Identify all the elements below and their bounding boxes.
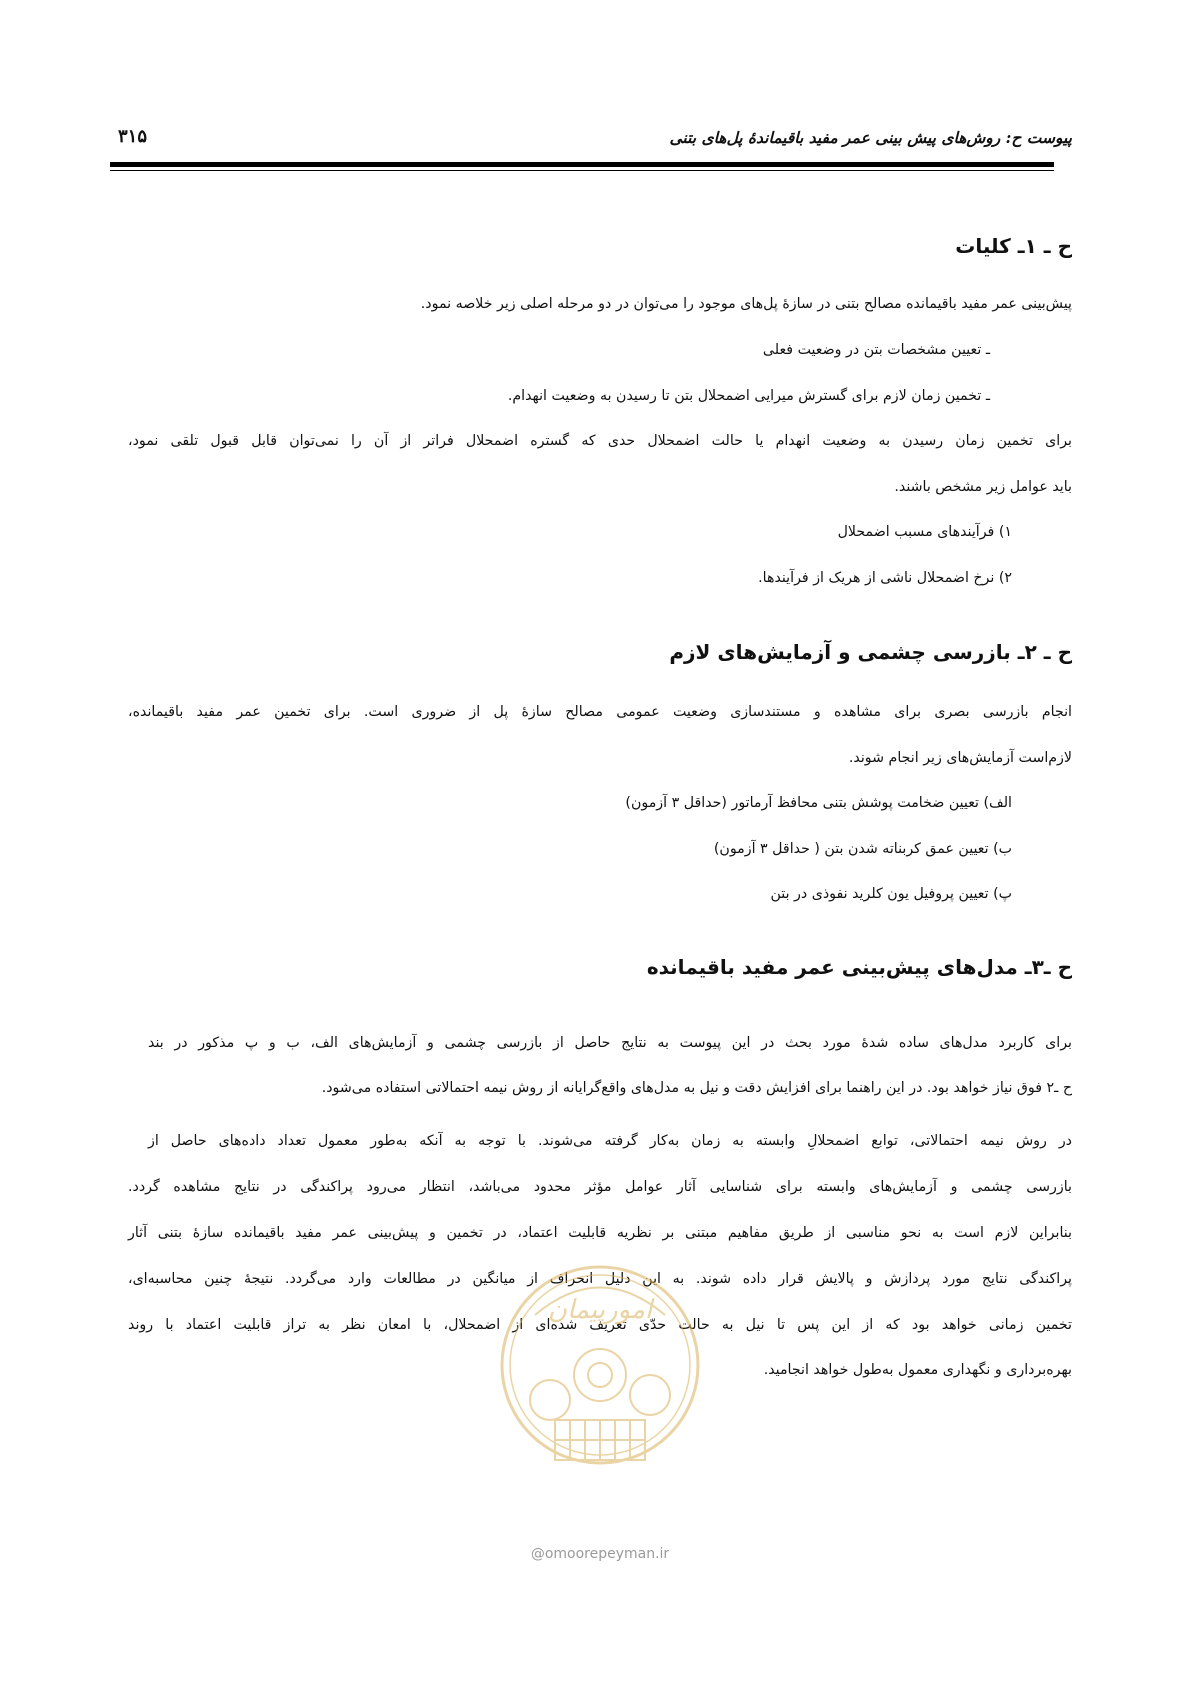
section-1-item-2: ۲) نرخ اضمحلال ناشی از هریک از فرآیندها. xyxy=(758,570,1012,586)
section-3-line-5: بنابراین لازم است به نحو مناسبی از طریق مفاهیم مبتنی بر نظریه قابلیت اعتماد، در تخمین و پیش‌بینی عمر مفید باقیمانده سازۀ بتنی آثار xyxy=(128,1225,1072,1241)
page-number: ۳۱۵ xyxy=(118,126,148,147)
section-3-line-3: در روش نیمه احتمالاتی، توابع اضمحلالِ وابسته به زمان به‌کار گرفته می‌شوند. با توجه به آنکه به‌طور معمول تعداد داده‌های حاصل از xyxy=(148,1133,1072,1149)
section-1-bullet-2: ـ تخمین زمان لازم برای گسترش میرایی اضمحلال بتن تا رسیدن به وضعیت انهدام. xyxy=(507,388,990,404)
section-1-line-5: باید عوامل زیر مشخص باشند. xyxy=(894,479,1072,495)
section-3-line-2: ح ـ۲ فوق نیاز خواهد بود. در این راهنما برای افزایش دقت و نیل به مدل‌های واقع‌گرایانه از روش نیمه احتمالاتی استفاده می‌شود. xyxy=(321,1080,1072,1096)
watermark-logo-text: امورپیمان xyxy=(547,1295,653,1325)
running-title: پیوست ح: روش‌های پیش بینی عمر مفید باقیماندۀ پل‌های بتنی xyxy=(669,128,1072,147)
section-2-line-2: لازم‌است آزمایش‌های زیر انجام شوند. xyxy=(848,750,1072,766)
section-2-item-pe: پ) تعیین پروفیل یون کلرید نفوذی در بتن xyxy=(770,886,1012,902)
section-2-line-1: انجام بازرسی بصری برای مشاهده و مستندسازی وضعیت عمومی مصالح سازۀ پل از ضروری است. برای تخمین عمر مفید باقیمانده، xyxy=(128,704,1072,720)
section-2-item-alef: الف) تعیین ضخامت پوشش بتنی محافظ آرماتور (حداقل ۳ آزمون) xyxy=(625,795,1012,811)
section-3-line-7: تخمین زمانی خواهد بود که از این پس تا نیل به حالت حدّی تعریف شده‌ای از اضمحلال، با امعان نظر به تراز قابلیت اعتماد با روند xyxy=(128,1317,1072,1333)
section-3-line-8: بهره‌برداری و نگهداری معمول به‌طول خواهد انجامید. xyxy=(763,1362,1072,1378)
section-3-line-1: برای کاربرد مدل‌های ساده شدۀ مورد بحث در این پیوست به نتایج حاصل از بازرسی چشمی و آزمایش‌های الف، ب و پ مذکور در بند xyxy=(148,1035,1072,1051)
section-1-item-1: ۱) فرآیندهای مسبب اضمحلال xyxy=(837,524,1012,540)
section-3-heading: ح ـ۳ـ مدل‌های پیش‌بینی عمر مفید باقیمانده xyxy=(646,955,1072,979)
section-1-line-1: پیش‌بینی عمر مفید باقیمانده مصالح بتنی در سازۀ پل‌های موجود را می‌توان در دو مرحله اصلی زیر خلاصه نمود. xyxy=(420,296,1072,312)
section-2-item-be: ب) تعیین عمق کربناته شدن بتن ( حداقل ۳ آزمون) xyxy=(713,841,1012,857)
watermark-seal-icon xyxy=(495,1255,705,1490)
section-1-bullet-1: ـ تعیین مشخصات بتن در وضعیت فعلی xyxy=(762,342,990,358)
section-1-line-4: برای تخمین زمان رسیدن به وضعیت انهدام یا حالت اضمحلال حدی که گستره اضمحلال فراتر از آن را نمی‌توان قابل قبول تلقی نمود، xyxy=(128,433,1072,449)
watermark-caption: @omoorepeyman.ir xyxy=(530,1546,670,1562)
header-rule-thin xyxy=(110,170,1054,171)
header-rule xyxy=(110,162,1054,167)
section-2-heading: ح ـ ۲ـ بازرسی چشمی و آزمایش‌های لازم xyxy=(669,640,1072,664)
section-3-line-4: بازرسی چشمی و آزمایش‌های وابسته برای شناسایی آثار عوامل مؤثر محدود می‌باشد، انتظار می‌رود پراکندگی در نتایج مشاهده گردد. xyxy=(128,1179,1072,1195)
section-1-heading: ح ـ ۱ـ کلیات xyxy=(955,234,1072,258)
watermark-logo xyxy=(495,1255,705,1490)
section-3-line-6: پراکندگی نتایج مورد پردازش و پالایش قرار داده شوند. به این دلیل انحراف از میانگین در مطالعات وارد می‌گردد. نتیجۀ چنین محاسبه‌ای، xyxy=(128,1271,1072,1287)
